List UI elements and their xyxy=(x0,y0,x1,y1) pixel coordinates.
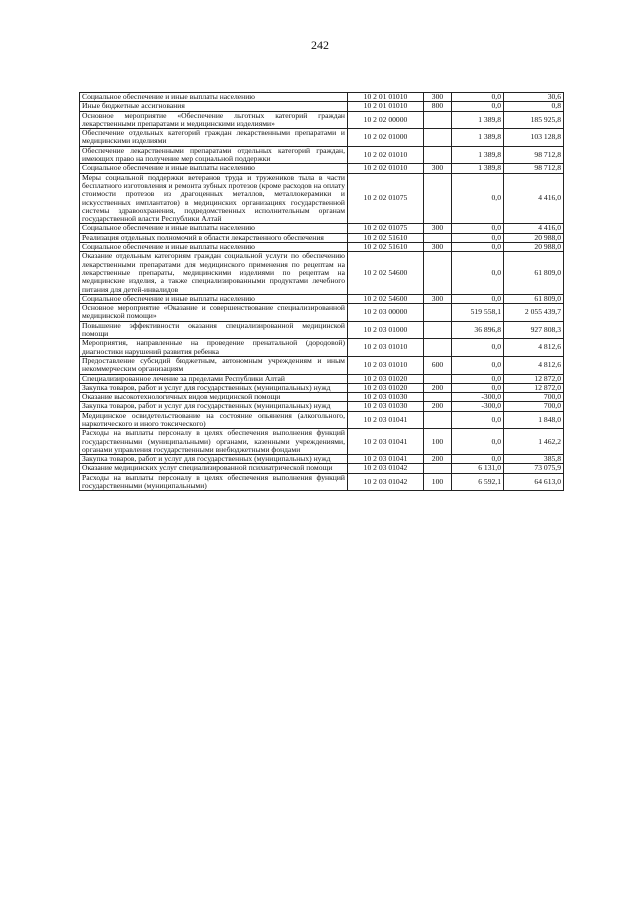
row-code-cell: 10 2 03 01041 xyxy=(348,455,424,464)
row-change-amount-cell: 6 131,0 xyxy=(452,464,504,473)
row-change-amount-cell: 0,0 xyxy=(452,374,504,383)
row-total-amount-cell: 385,8 xyxy=(504,455,564,464)
row-code-cell: 10 2 02 54600 xyxy=(348,294,424,303)
row-kvr-cell xyxy=(424,374,452,383)
row-change-amount-cell: 0,0 xyxy=(452,411,504,429)
row-name-cell: Обеспечение отдельных категорий граждан лекарственными препаратами и медицинскими изделиями xyxy=(80,129,348,147)
row-change-amount-cell: 6 592,1 xyxy=(452,473,504,491)
row-kvr-cell: 800 xyxy=(424,102,452,111)
row-code-cell: 10 2 03 01042 xyxy=(348,473,424,491)
row-code-cell: 10 2 03 01000 xyxy=(348,321,424,339)
row-code-cell: 10 2 02 01010 xyxy=(348,146,424,164)
row-name-cell: Закупка товаров, работ и услуг для государственных (муниципальных) нужд xyxy=(80,455,348,464)
budget-table-body xyxy=(80,93,564,491)
row-kvr-cell xyxy=(424,411,452,429)
row-total-amount-cell: 73 075,9 xyxy=(504,464,564,473)
row-code-cell: 10 2 01 01010 xyxy=(348,102,424,111)
row-code-cell: 10 2 03 01010 xyxy=(348,339,424,357)
row-code-cell: 10 2 03 01041 xyxy=(348,429,424,455)
table-row xyxy=(80,356,564,374)
row-total-amount-cell: 4 812,6 xyxy=(504,356,564,374)
table-row xyxy=(80,402,564,411)
row-name-cell: Социальное обеспечение и иные выплаты населению xyxy=(80,243,348,252)
row-name-cell: Социальное обеспечение и иные выплаты населению xyxy=(80,164,348,173)
row-change-amount-cell: 0,0 xyxy=(452,224,504,233)
row-code-cell: 10 2 03 01020 xyxy=(348,383,424,392)
row-name-cell: Реализация отдельных полномочий в области лекарственного обеспечения xyxy=(80,233,348,242)
row-kvr-cell: 300 xyxy=(424,243,452,252)
row-total-amount-cell: 1 848,0 xyxy=(504,411,564,429)
row-total-amount-cell: 30,6 xyxy=(504,93,564,102)
row-total-amount-cell: 98 712,8 xyxy=(504,146,564,164)
row-total-amount-cell: 4 416,0 xyxy=(504,224,564,233)
row-total-amount-cell: 700,0 xyxy=(504,393,564,402)
table-row xyxy=(80,224,564,233)
row-change-amount-cell: 0,0 xyxy=(452,294,504,303)
row-change-amount-cell: -300,0 xyxy=(452,393,504,402)
row-total-amount-cell: 700,0 xyxy=(504,402,564,411)
table-row xyxy=(80,321,564,339)
table-row xyxy=(80,102,564,111)
table-row xyxy=(80,429,564,455)
table-row xyxy=(80,473,564,491)
row-name-cell: Специализированное лечение за пределами Республики Алтай xyxy=(80,374,348,383)
row-total-amount-cell: 61 809,0 xyxy=(504,252,564,294)
table-row xyxy=(80,164,564,173)
row-name-cell: Основное мероприятие «Обеспечение льготных категорий граждан лекарственными препаратами и медицинскими изделиями» xyxy=(80,111,348,129)
row-change-amount-cell: 1 389,8 xyxy=(452,129,504,147)
row-change-amount-cell: 0,0 xyxy=(452,102,504,111)
row-code-cell: 10 2 03 01042 xyxy=(348,464,424,473)
row-total-amount-cell: 185 925,8 xyxy=(504,111,564,129)
row-code-cell: 10 2 02 51610 xyxy=(348,233,424,242)
table-row xyxy=(80,304,564,322)
row-change-amount-cell: 0,0 xyxy=(452,429,504,455)
row-change-amount-cell: 0,0 xyxy=(452,93,504,102)
row-code-cell: 10 2 02 01000 xyxy=(348,129,424,147)
row-kvr-cell xyxy=(424,304,452,322)
row-change-amount-cell: 0,0 xyxy=(452,455,504,464)
row-name-cell: Расходы на выплаты персоналу в целях обеспечения выполнения функций государственными (муниципальными) xyxy=(80,473,348,491)
page-number: 242 xyxy=(311,38,329,52)
row-change-amount-cell: 0,0 xyxy=(452,233,504,242)
row-change-amount-cell: 1 389,8 xyxy=(452,111,504,129)
table-row xyxy=(80,464,564,473)
row-kvr-cell xyxy=(424,111,452,129)
row-change-amount-cell: 0,0 xyxy=(452,252,504,294)
row-kvr-cell: 300 xyxy=(424,164,452,173)
table-row xyxy=(80,252,564,294)
row-code-cell: 10 2 03 01030 xyxy=(348,393,424,402)
row-change-amount-cell: 36 896,8 xyxy=(452,321,504,339)
row-kvr-cell: 200 xyxy=(424,383,452,392)
row-total-amount-cell: 4 416,0 xyxy=(504,173,564,224)
table-row xyxy=(80,129,564,147)
row-code-cell: 10 2 03 01020 xyxy=(348,374,424,383)
row-name-cell: Оказание медицинских услуг специализированной психиатрической помощи xyxy=(80,464,348,473)
row-change-amount-cell: 1 389,8 xyxy=(452,146,504,164)
row-change-amount-cell: 0,0 xyxy=(452,339,504,357)
row-name-cell: Закупка товаров, работ и услуг для государственных (муниципальных) нужд xyxy=(80,402,348,411)
row-total-amount-cell: 927 808,3 xyxy=(504,321,564,339)
row-code-cell: 10 2 03 00000 xyxy=(348,304,424,322)
row-kvr-cell xyxy=(424,464,452,473)
row-kvr-cell xyxy=(424,146,452,164)
row-change-amount-cell: 0,0 xyxy=(452,173,504,224)
row-kvr-cell: 300 xyxy=(424,294,452,303)
row-total-amount-cell: 12 872,0 xyxy=(504,374,564,383)
table-row xyxy=(80,339,564,357)
row-kvr-cell: 100 xyxy=(424,473,452,491)
row-code-cell: 10 2 02 54600 xyxy=(348,252,424,294)
row-total-amount-cell: 1 462,2 xyxy=(504,429,564,455)
row-change-amount-cell: 0,0 xyxy=(452,383,504,392)
row-code-cell: 10 2 01 01010 xyxy=(348,93,424,102)
row-code-cell: 10 2 03 01010 xyxy=(348,356,424,374)
row-name-cell: Обеспечение лекарственными препаратами отдельных категорий граждан, имеющих право на получение мер социальной поддержки xyxy=(80,146,348,164)
row-name-cell: Социальное обеспечение и иные выплаты населению xyxy=(80,294,348,303)
row-name-cell: Социальное обеспечение и иные выплаты населению xyxy=(80,224,348,233)
row-code-cell: 10 2 02 01075 xyxy=(348,173,424,224)
row-total-amount-cell: 20 988,0 xyxy=(504,233,564,242)
row-name-cell: Медицинское освидетельствование на состояние опьянения (алкогольного, наркотического и иного токсического) xyxy=(80,411,348,429)
table-row xyxy=(80,146,564,164)
row-name-cell: Оказание отдельным категориям граждан социальной услуги по обеспечению лекарственными препаратами для медицинского применения по рецептам на лекарственные препараты, медицинскими изделиями по рецептам на медицинские изделия, а также специализированными продуктами лечебного питания для детей-инвалидов xyxy=(80,252,348,294)
row-code-cell: 10 2 02 51610 xyxy=(348,243,424,252)
row-total-amount-cell: 4 812,6 xyxy=(504,339,564,357)
row-total-amount-cell: 2 055 439,7 xyxy=(504,304,564,322)
row-change-amount-cell: 519 558,1 xyxy=(452,304,504,322)
row-name-cell: Иные бюджетные ассигнования xyxy=(80,102,348,111)
row-kvr-cell xyxy=(424,321,452,339)
row-name-cell: Закупка товаров, работ и услуг для государственных (муниципальных) нужд xyxy=(80,383,348,392)
row-change-amount-cell: -300,0 xyxy=(452,402,504,411)
row-kvr-cell xyxy=(424,252,452,294)
row-name-cell: Социальное обеспечение и иные выплаты населению xyxy=(80,93,348,102)
row-total-amount-cell: 0,8 xyxy=(504,102,564,111)
row-change-amount-cell: 0,0 xyxy=(452,243,504,252)
row-name-cell: Повышение эффективности оказания специализированной медицинской помощи xyxy=(80,321,348,339)
row-total-amount-cell: 20 988,0 xyxy=(504,243,564,252)
row-kvr-cell xyxy=(424,129,452,147)
row-name-cell: Предоставление субсидий бюджетным, автономным учреждениям и иным некоммерческим организациям xyxy=(80,356,348,374)
row-kvr-cell: 300 xyxy=(424,93,452,102)
row-name-cell: Основное мероприятие «Оказание и совершенствование специализированной медицинской помощи» xyxy=(80,304,348,322)
row-kvr-cell: 100 xyxy=(424,429,452,455)
row-name-cell: Мероприятия, направленные на проведение пренатальной (дородовой) диагностики нарушений развития ребенка xyxy=(80,339,348,357)
row-total-amount-cell: 64 613,0 xyxy=(504,473,564,491)
row-kvr-cell: 600 xyxy=(424,356,452,374)
row-kvr-cell: 200 xyxy=(424,402,452,411)
row-total-amount-cell: 103 128,8 xyxy=(504,129,564,147)
row-name-cell: Меры социальной поддержки ветеранов труда и тружеников тыла в части бесплатного изготовления и ремонта зубных протезов (кроме расходов на оплату стоимости протезов из драгоценных металлов, металлокерамики и искусственных имплантатов) в медицинских организациях государственной системы здравоохранения, подведомственных исполнительным органам государственной власти Республики Алтай xyxy=(80,173,348,224)
row-code-cell: 10 2 03 01041 xyxy=(348,411,424,429)
table-row xyxy=(80,111,564,129)
row-code-cell: 10 2 02 01075 xyxy=(348,224,424,233)
budget-table xyxy=(79,92,564,491)
row-change-amount-cell: 1 389,8 xyxy=(452,164,504,173)
row-change-amount-cell: 0,0 xyxy=(452,356,504,374)
row-name-cell: Расходы на выплаты персоналу в целях обеспечения выполнения функций государственными (муниципальными) органами, казенными учреждениями, органами управления государственными внебюджетными фондами xyxy=(80,429,348,455)
row-total-amount-cell: 12 872,0 xyxy=(504,383,564,392)
table-row xyxy=(80,374,564,383)
table-row xyxy=(80,411,564,429)
row-kvr-cell xyxy=(424,173,452,224)
row-code-cell: 10 2 03 01030 xyxy=(348,402,424,411)
row-kvr-cell: 300 xyxy=(424,224,452,233)
row-kvr-cell: 200 xyxy=(424,455,452,464)
table-row xyxy=(80,173,564,224)
row-name-cell: Оказание высокотехнологичных видов медицинской помощи xyxy=(80,393,348,402)
row-kvr-cell xyxy=(424,339,452,357)
row-total-amount-cell: 61 809,0 xyxy=(504,294,564,303)
row-code-cell: 10 2 02 01010 xyxy=(348,164,424,173)
row-code-cell: 10 2 02 00000 xyxy=(348,111,424,129)
row-total-amount-cell: 98 712,8 xyxy=(504,164,564,173)
